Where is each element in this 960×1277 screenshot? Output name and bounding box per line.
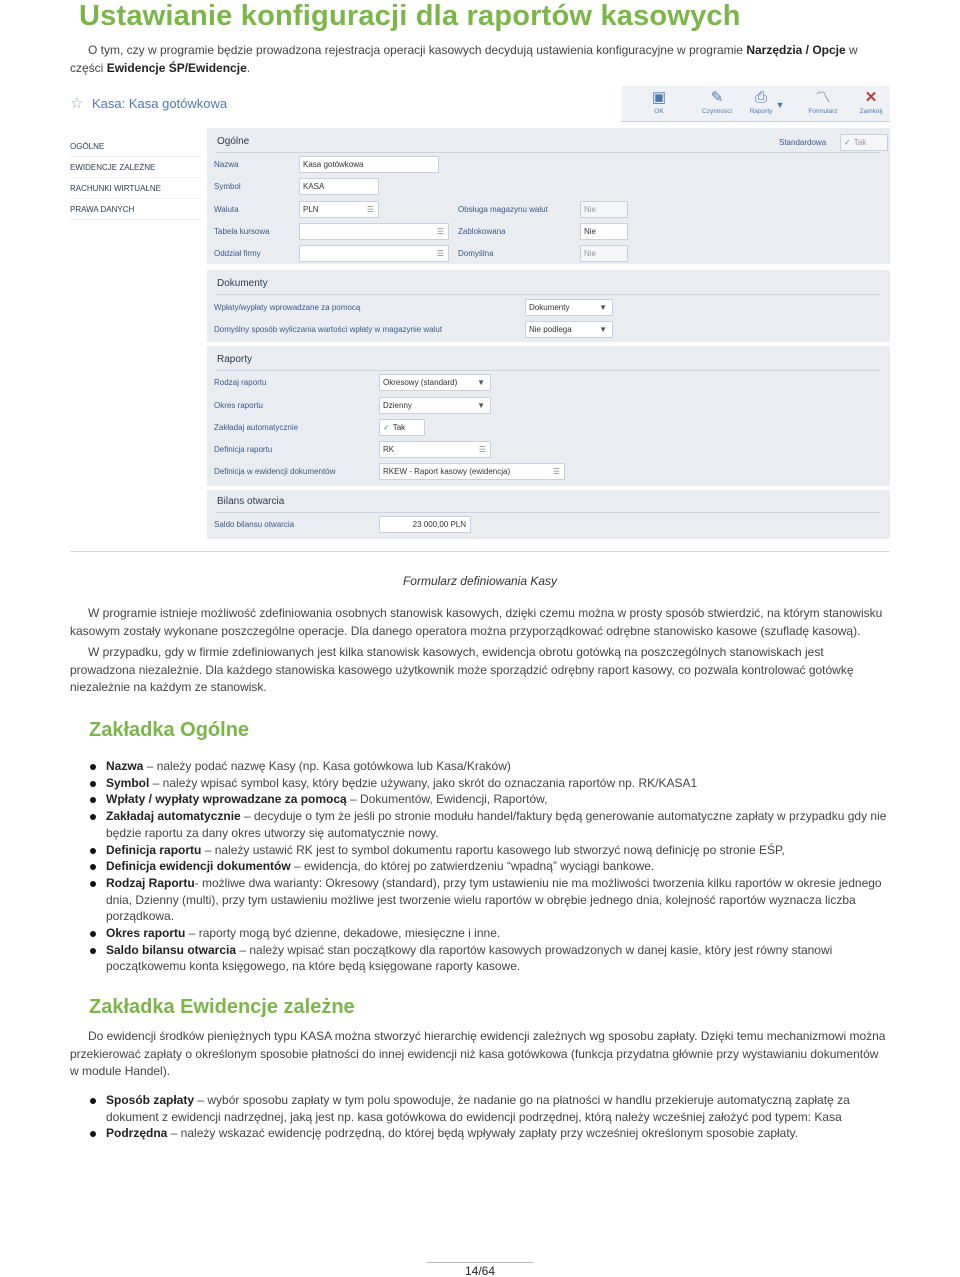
tab-prawa-danych[interactable]: PRAWA DANYCH bbox=[70, 199, 202, 220]
report-type-select[interactable]: Okresowy (standard) ▼ bbox=[379, 374, 491, 391]
paragraph: Do ewidencji środków pieniężnych typu KASA można stworzyć hierarchię ewidencji zależnych wg sposobu zapłaty. Dzięki temu mechanizmowi można przekierować zapłaty o określonym sposobie płatności do innej ewidencji niż kasa gotówkowa (funkcja przydatna głównie przy wystawianiu dokumentów w module Handel). bbox=[70, 1029, 886, 1078]
intro-text: w części bbox=[70, 43, 858, 75]
blocked-label: Zablokowana bbox=[458, 227, 506, 236]
close-icon: ✕ bbox=[864, 89, 878, 106]
reports-dropdown[interactable] bbox=[773, 86, 787, 122]
chevron-down-icon: ▼ bbox=[477, 401, 485, 410]
list-item: Sposób zapłaty – wybór sposobu zapłaty w tym polu spowoduje, że nadanie go na płatności w handlu przekieruje automatyczną zapłatę za dokument z ewidencji nadrzędnej, jaką jest np. kasa gotówkowa do ewidencji podrzędnej, którą należy wcześniej założyć pod typem: Kasa bbox=[106, 1092, 890, 1125]
auto-create-field[interactable]: ✓ Tak bbox=[379, 419, 425, 436]
branch-label: Oddział firmy bbox=[214, 249, 261, 258]
list-item: Nazwa – należy podać nazwę Kasy (np. Kasa gotówkowa lub Kasa/Kraków) bbox=[106, 758, 890, 775]
figure-caption: Formularz definiowania Kasy bbox=[402, 574, 558, 588]
intro-text: O tym, czy w programie będzie prowadzona rejestracja operacji kasowych decydują ustawienia konfiguracyjne w programie bbox=[88, 43, 747, 57]
symbol-label: Symbol bbox=[214, 182, 241, 191]
standard-label: Standardowa bbox=[779, 138, 827, 147]
paragraph: W przypadku, gdy w firmie zdefiniowanych jest kilka stanowisk kasowych, ewidencja obrotu gotówką na poszczególnych stanowiskach jest prowadzona niezależnie. Dla każdego stanowiska kasowego użytkownik może sporządzić odrębny raport kasowy, co pozwala kontrolować gotówkę niezależnie na każdym ze stanowisk. bbox=[70, 645, 854, 694]
ok-button[interactable]: ▣ OK bbox=[641, 86, 677, 122]
calc-method-select[interactable]: Nie podlega ▼ bbox=[525, 321, 613, 338]
list-item: Zakładaj automatycznie – decyduje o tym że jeśli po stronie modułu handel/faktury będą generowanie automatyczne zapłaty w przypadku gdy nie będzie raportu za dany okres utworzy się automatycznie nowy. bbox=[106, 808, 890, 841]
opening-balance-field[interactable]: 23 000,00 PLN bbox=[379, 516, 471, 533]
chevron-down-icon: ▼ bbox=[477, 378, 485, 387]
menu-path: Narzędzia / Opcje bbox=[746, 43, 846, 57]
window-title: Kasa: Kasa gotówkowa bbox=[92, 96, 228, 111]
report-type-label: Rodzaj raportu bbox=[214, 378, 267, 387]
list-item: Podrzędna – należy wskazać ewidencję podrzędną, do której będą wpływały zapłaty przy wcześniej określonym sposobie zapłaty. bbox=[106, 1125, 890, 1142]
chevron-down-icon: ▼ bbox=[599, 325, 607, 334]
currency-field[interactable]: PLN ☰ bbox=[299, 201, 379, 218]
list-icon[interactable]: ☰ bbox=[436, 227, 444, 236]
auto-create-label: Zakładaj automatycznie bbox=[214, 423, 299, 432]
actions-button[interactable]: ✎ Czynności bbox=[699, 86, 735, 122]
payments-via-label: Wpłaty/wypłaty wprowadzane za pomocą bbox=[214, 303, 361, 312]
list-item: Symbol – należy wpisać symbol kasy, który będzie używany, jako skrót do oznaczania raportów np. RK/KASA1 bbox=[106, 775, 890, 792]
name-field[interactable]: Kasa gotówkowa bbox=[299, 156, 439, 173]
list-icon[interactable]: ☰ bbox=[436, 249, 444, 258]
calc-method-label: Domyślny sposób wyliczania wartości wpłaty w magazynie walut bbox=[214, 325, 443, 334]
opening-balance-label: Saldo bilansu otwarcia bbox=[214, 520, 295, 529]
chevron-down-icon: ▼ bbox=[775, 100, 785, 110]
section-heading: Zakładka Ewidencje zależne bbox=[89, 996, 355, 1018]
branch-field[interactable] bbox=[299, 245, 449, 262]
list-icon[interactable]: ☰ bbox=[552, 467, 560, 476]
divider bbox=[427, 1262, 533, 1263]
registry-definition-label: Definicja w ewidencji dokumentów bbox=[214, 467, 336, 476]
divider bbox=[216, 512, 881, 513]
list-item: Wpłaty / wypłaty wprowadzane za pomocą – Dokumentów, Ewidencji, Raportów, bbox=[106, 791, 890, 808]
list-item: Definicja raportu – należy ustawić RK jest to symbol dokumentu raportu kasowego lub stworzyć nową definicję po stronie EŚP, bbox=[106, 842, 890, 859]
list-item: Saldo bilansu otwarcia – należy wpisać stan początkowy dla raportów kasowych prowadzonych w danej kasie, który jest równy stanowi początkowemu konta księgowego, na które będą księgowane raporty kasowe. bbox=[106, 942, 890, 975]
currency-warehouse-label: Obsługa magazynu walut bbox=[458, 205, 548, 214]
currency-warehouse-field[interactable]: Nie bbox=[580, 201, 628, 218]
standard-field[interactable]: ✓ Tak bbox=[840, 134, 888, 151]
reports-button[interactable]: ⎙ Raporty bbox=[743, 86, 779, 122]
form-button[interactable]: 〽 Formularz bbox=[805, 86, 841, 122]
divider bbox=[216, 294, 881, 295]
list-icon[interactable]: ☰ bbox=[366, 205, 374, 214]
list-item: Definicja ewidencji dokumentów – ewidencja, do której po zatwierdzeniu “wpadną” wyciągi bankowe. bbox=[106, 858, 890, 875]
divider bbox=[70, 551, 890, 552]
default-label: Domyślna bbox=[458, 249, 494, 258]
exchange-table-label: Tabela kursowa bbox=[214, 227, 270, 236]
section-heading: Raporty bbox=[217, 354, 253, 365]
form-screenshot bbox=[70, 84, 890, 539]
check-icon: ✓ bbox=[844, 138, 851, 147]
raporty-panel bbox=[207, 346, 890, 486]
chart-line-icon: 〽 bbox=[815, 89, 831, 106]
printer-icon: ⎙ bbox=[754, 89, 767, 106]
exchange-table-field[interactable] bbox=[299, 223, 449, 240]
symbol-field[interactable]: KASA bbox=[299, 178, 379, 195]
divider bbox=[216, 152, 881, 153]
section-heading: Ogólne bbox=[217, 136, 250, 147]
registry-definition-field[interactable]: RKEW - Raport kasowy (ewidencja) ☰ bbox=[379, 463, 565, 480]
paragraph: W programie istnieje możliwość zdefiniowania osobnych stanowisk kasowych, dzięki czemu można w prosty sposób stwierdzić, na którym stanowisku kasowym zostały wykonane poszczególne operacje. Dla danego operatora można przyporządkować odrębne stanowisko kasowe (szufladę kasową). bbox=[70, 606, 883, 638]
list-item: Rodzaj Raportu- możliwe dwa warianty: Okresowy (standard), przy tym ustawieniu nie ma możliwości tworzenia kilku raportów w okresie jednego dnia, Dzienny (multi), przy tym ustawieniu możliwe jest tworzenie wielu raportów w obrębie jednego dnia, kolejność raportów wyznacza liczba porządkowa. bbox=[106, 875, 890, 925]
ewidencje-list bbox=[106, 1092, 890, 1142]
intro-text: . bbox=[246, 61, 251, 75]
chevron-down-icon: ▼ bbox=[599, 303, 607, 312]
blocked-field[interactable]: Nie bbox=[580, 223, 628, 240]
default-field[interactable]: Nie bbox=[580, 245, 628, 262]
ogolne-list bbox=[106, 758, 890, 975]
currency-label: Waluta bbox=[214, 205, 239, 214]
favorite-star-icon[interactable]: ☆ bbox=[70, 95, 84, 112]
check-icon: ✓ bbox=[383, 423, 390, 432]
section-heading: Bilans otwarcia bbox=[217, 496, 285, 507]
tab-rachunki-wirtualne[interactable]: RACHUNKI WIRTUALNE bbox=[70, 178, 202, 199]
close-button[interactable]: ✕ Zamknij bbox=[853, 86, 889, 122]
page-number: 14/64 bbox=[464, 1264, 496, 1277]
wrench-icon: ✎ bbox=[710, 89, 724, 106]
intro-paragraph bbox=[70, 41, 890, 77]
form-tabs-nav bbox=[70, 136, 202, 220]
tab-ewidencje-zalezne[interactable]: EWIDENCJE ZALEŻNE bbox=[70, 157, 202, 178]
section-heading: Dokumenty bbox=[217, 278, 268, 289]
bilans-panel bbox=[207, 490, 890, 539]
page-title: Ustawianie konfiguracji dla raportów kasowych bbox=[79, 0, 741, 32]
name-label: Nazwa bbox=[214, 160, 239, 169]
report-definition-label: Definicja raportu bbox=[214, 445, 273, 454]
report-period-label: Okres raportu bbox=[214, 401, 263, 410]
payments-via-select[interactable]: Dokumenty ▼ bbox=[525, 299, 613, 316]
section-heading: Zakładka Ogólne bbox=[89, 719, 250, 741]
tab-ogolne[interactable]: OGÓLNE bbox=[70, 136, 202, 157]
section-path: Ewidencje ŚP/Ewidencje bbox=[106, 61, 247, 75]
report-definition-field[interactable]: RK ☰ bbox=[379, 441, 491, 458]
ogolne-panel bbox=[207, 128, 890, 264]
list-icon[interactable]: ☰ bbox=[478, 445, 486, 454]
list-item: Okres raportu – raporty mogą być dzienne, dekadowe, miesięczne i inne. bbox=[106, 925, 890, 942]
divider bbox=[216, 370, 881, 371]
window-header bbox=[70, 84, 890, 124]
toolbar bbox=[621, 86, 890, 122]
report-period-select[interactable]: Dzienny ▼ bbox=[379, 397, 491, 414]
save-icon: ▣ bbox=[651, 89, 667, 106]
dokumenty-panel bbox=[207, 270, 890, 342]
